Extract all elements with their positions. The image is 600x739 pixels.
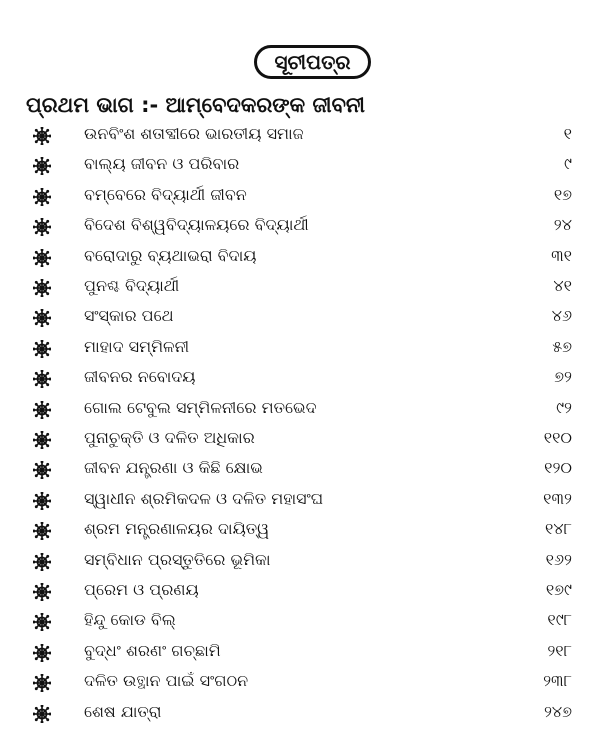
toc-entry — [0, 395, 600, 426]
toc-entry-page: ୧୯୮ — [547, 610, 572, 630]
toc-entry — [0, 303, 600, 334]
toc-entry-title: ବିଦେଶ ବିଶ୍ୱବିଦ୍ୟାଳୟରେ ବିଦ୍ୟାର୍ଥୀ — [84, 215, 309, 235]
toc-entry — [0, 334, 600, 365]
toc-entry — [0, 638, 600, 669]
toc-entry — [0, 243, 600, 274]
toc-entry — [0, 668, 600, 699]
toc-entry-title: ଗୋଲ ଟେବୁଲ ସମ୍ମିଳନୀରେ ମତଭେଦ — [84, 397, 317, 417]
toc-entry — [0, 364, 600, 395]
toc-entry-page: ୨୪୭ — [543, 701, 572, 721]
toc-entry-page: ୧୭୯ — [545, 580, 572, 599]
toc-entry-title: ବରୋଦାରୁ ବ୍ୟଥାଭରା ବିଦାୟ — [84, 245, 257, 265]
dharma-wheel-icon — [33, 127, 51, 145]
toc-entry-title: ସଂସ୍କାର ପଥେ — [84, 306, 174, 326]
toc-entry-page: ୪୬ — [551, 306, 572, 326]
toc-entry-title: ପୁନାଚୁକ୍ତି ଓ ଦଳିତ ଅଧିକାର — [84, 428, 255, 447]
toc-entry — [0, 699, 600, 730]
dharma-wheel-icon — [33, 249, 51, 267]
dharma-wheel-icon — [33, 401, 51, 419]
dharma-wheel-icon — [33, 583, 51, 601]
toc-entry-page: ୧୪୮ — [545, 519, 572, 539]
toc-entry-title: ଶ୍ରମ ମନ୍ତ୍ରଣାଳୟର ଦାୟିତ୍ୱ — [84, 519, 270, 539]
dharma-wheel-icon — [33, 613, 51, 631]
toc-entry — [0, 182, 600, 213]
dharma-wheel-icon — [33, 157, 51, 175]
toc-entry-page: ୭୨ — [554, 367, 572, 387]
dharma-wheel-icon — [33, 370, 51, 388]
toc-entry-page: ୩୧ — [551, 245, 572, 265]
toc-entry-title: ପୁନଶ୍ଚ ବିଦ୍ୟାର୍ଥୀ — [84, 276, 180, 295]
toc-entry-title: ଶେଷ ଯାତ୍ରା — [84, 701, 162, 721]
dharma-wheel-icon — [33, 674, 51, 692]
toc-entry-page: ୧ — [563, 124, 572, 143]
dharma-wheel-icon — [33, 705, 51, 723]
toc-entry-page: ୧୭ — [553, 184, 572, 204]
toc-entry-title: ବୁଦ୍ଧଂ ଶରଣଂ ଗଚ୍ଛାମି — [84, 640, 221, 660]
toc-entry-title: ପ୍ରେମ ଓ ପ୍ରଣୟ — [84, 580, 199, 599]
toc-entry-page: ୧୨୦ — [544, 458, 572, 478]
toc-entry-title: ସ୍ୱାଧୀନ ଶ୍ରମିକଦଳ ଓ ଦଳିତ ମହାସଂଘ — [84, 488, 324, 508]
toc-entry-page: ୧୬୨ — [545, 549, 572, 569]
toc-entry-title: ଜୀବନର ନବୋଦୟ — [84, 367, 196, 387]
toc-entry-page: ୧୩୨ — [543, 488, 572, 508]
toc-entry-title: ସମ୍ବିଧାନ ପ୍ରସ୍ତୁତିରେ ଭୂମିକା — [84, 549, 271, 569]
toc-title-box — [254, 45, 371, 79]
toc-entry — [0, 273, 600, 304]
toc-entry-title: ବମ୍ବେରେ ବିଦ୍ୟାର୍ଥୀ ଜୀବନ — [84, 184, 247, 204]
dharma-wheel-icon — [33, 522, 51, 540]
dharma-wheel-icon — [33, 188, 51, 206]
toc-entry — [0, 151, 600, 182]
toc-entry — [0, 212, 600, 243]
dharma-wheel-icon — [33, 431, 51, 449]
toc-entry-title: ଦଳିତ ଉତ୍ଥାନ ପାଇଁ ସଂଗଠନ — [84, 671, 249, 691]
dharma-wheel-icon — [33, 492, 51, 510]
toc-entry-page: ୨୧୮ — [547, 640, 572, 660]
dharma-wheel-icon — [33, 279, 51, 297]
toc-entry — [0, 121, 600, 152]
toc-entry — [0, 425, 600, 456]
toc-entry-page: ୨୪ — [553, 215, 572, 235]
dharma-wheel-icon — [33, 553, 51, 571]
toc-entry — [0, 516, 600, 547]
dharma-wheel-icon — [33, 309, 51, 327]
toc-entry-page: ୯ — [564, 154, 572, 174]
toc-entry-page: ୯୨ — [556, 397, 572, 417]
toc-entry — [0, 486, 600, 517]
toc-entry-title: ବାଲ୍ୟ ଜୀବନ ଓ ପରିବାର — [84, 154, 240, 174]
toc-entry-page: ୫୭ — [552, 336, 572, 356]
toc-entry-page: ୪୧ — [553, 276, 572, 295]
dharma-wheel-icon — [33, 644, 51, 662]
toc-entry-page: ୨୩୮ — [543, 671, 572, 691]
toc-entry-title: ଉନବିଂଶ ଶତାବ୍ଦୀରେ ଭାରତୀୟ ସମାଜ — [84, 124, 304, 143]
dharma-wheel-icon — [33, 218, 51, 236]
toc-entry-title: ଜୀବନ ଯନ୍ତ୍ରଣା ଓ କିଛି କ୍ଷୋଭ — [84, 458, 263, 478]
toc-entry — [0, 607, 600, 638]
toc-entry — [0, 547, 600, 578]
toc-title: ସୂଚୀପତ୍ର — [274, 50, 351, 74]
section-heading: ପ୍ରଥମ ଭାଗ :- ଆମ୍ବେଦକରଙ୍କ ଜୀବନୀ — [26, 93, 365, 117]
toc-entry-page: ୧୧୦ — [543, 428, 572, 447]
toc-entry — [0, 455, 600, 486]
toc-entry-title: ମାହାଦ ସମ୍ମିଳନୀ — [84, 336, 190, 356]
toc-entry — [0, 577, 600, 608]
dharma-wheel-icon — [33, 340, 51, 358]
dharma-wheel-icon — [33, 461, 51, 479]
toc-entry-title: ହିନ୍ଦୁ କୋଡ ବିଲ୍ — [84, 610, 176, 630]
